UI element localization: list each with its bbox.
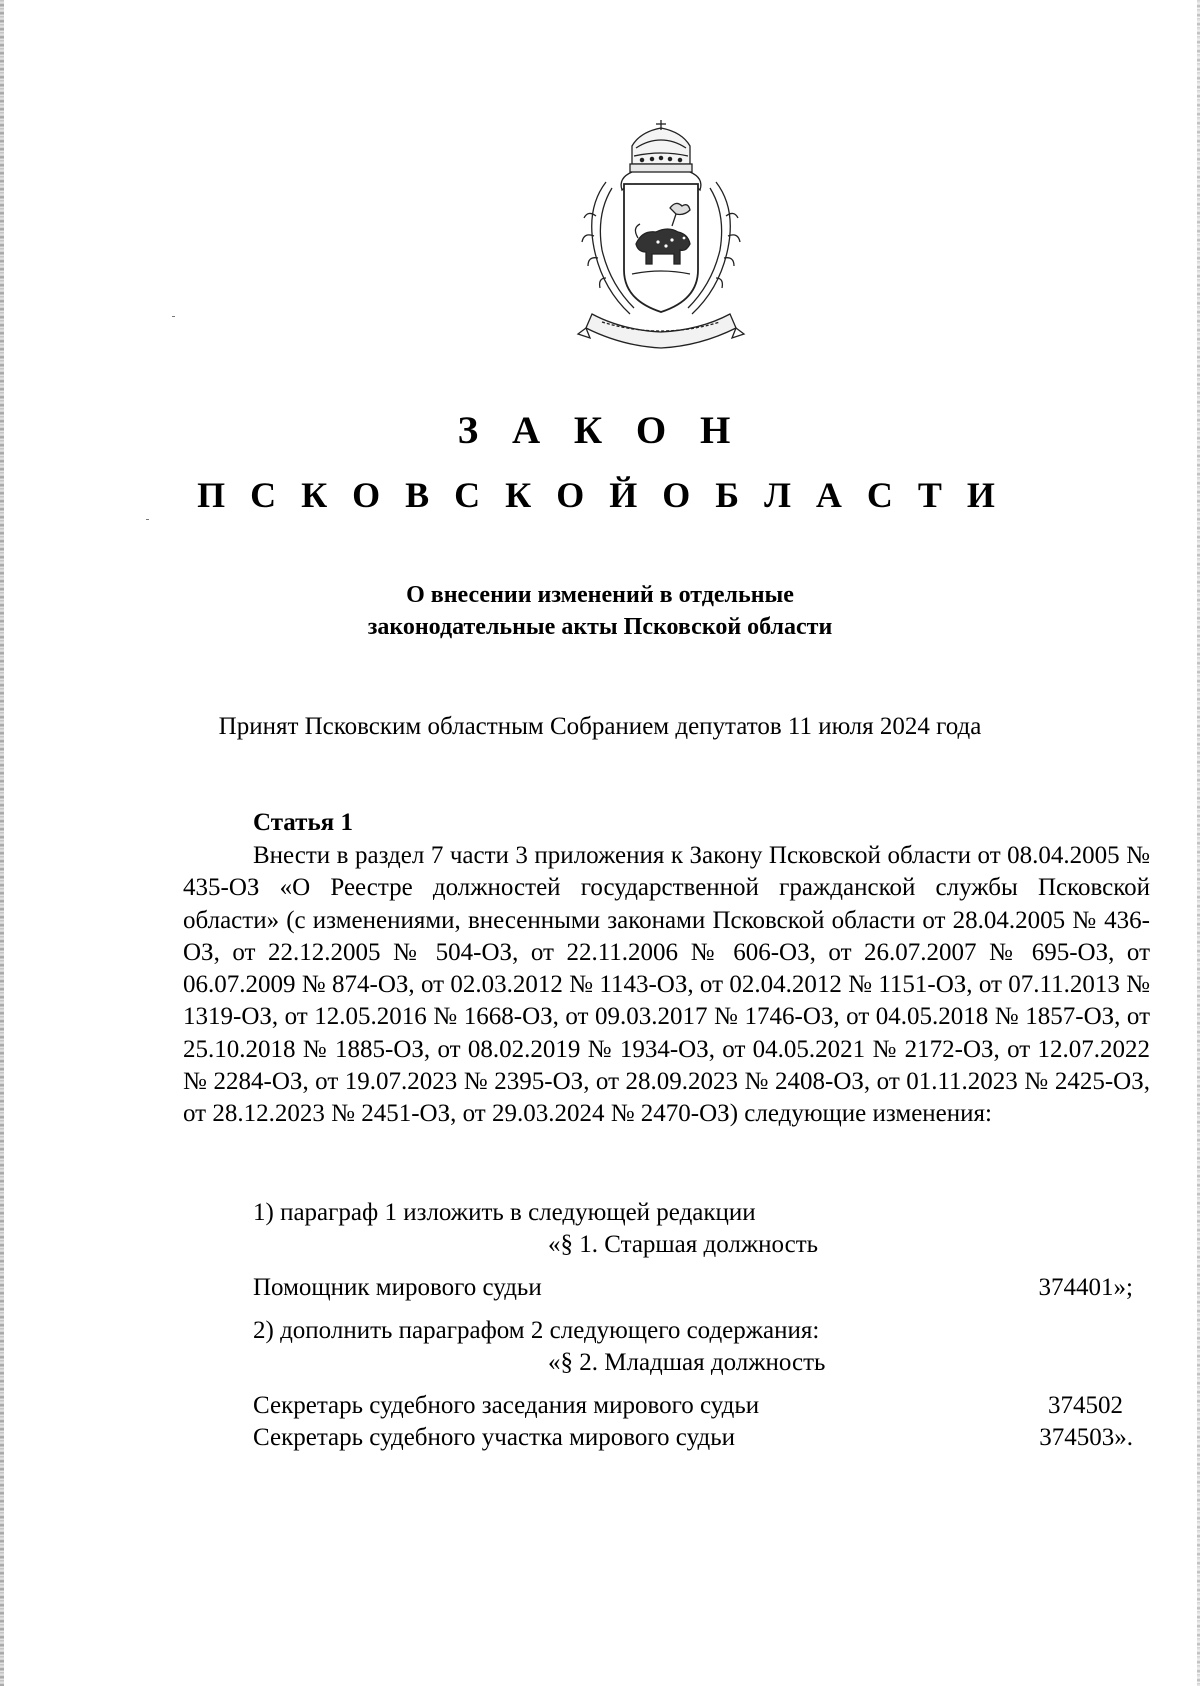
law-subject-line: О внесении изменений в отдельные <box>406 582 794 608</box>
position-name: Секретарь судебного участка мирового судьи <box>253 1424 735 1451</box>
scan-edge-left <box>0 0 4 1686</box>
amendment-item-2: 2) дополнить параграфом 2 следующего содержания: <box>253 1317 820 1344</box>
law-subject-line: законодательные акты Псковской области <box>367 614 833 640</box>
position-code: 374503». <box>1039 1424 1133 1451</box>
position-code: 374401»; <box>1038 1274 1133 1301</box>
section-1-title: «§ 1. Старшая должность <box>548 1231 819 1258</box>
article-body-paragraph: Внести в раздел 7 части 3 приложения к Закону Псковской области от 08.04.2005 № 435-ОЗ «О Реестре должностей государственной гражданской службы Псковской области» (с изменениями, внесенными законами Псковской области от 28.04.2005 № 436-ОЗ, от 22.12.2005 № 504-ОЗ, от 22.11.2006 № 606-ОЗ, от 26.07.2007 № 695-ОЗ, от 06.07.2009 № 874-ОЗ, от 02.03.2012 № 1143-ОЗ, от 02.04.2012 № 1151-ОЗ, от 07.11.2013 № 1319-ОЗ, от 12.05.2016 № 1668-ОЗ, от 09.03.2017 № 1746-ОЗ, от 04.05.2018 № 1857-ОЗ, от 25.10.2018 № 1885-ОЗ, от 08.02.2019 № 1934-ОЗ, от 04.05.2021 № 2172-ОЗ, от 12.07.2022 № 2284-ОЗ, от 19.07.2023 № 2395-ОЗ, от 28.09.2023 № 2408-ОЗ, от 01.11.2023 № 2425-ОЗ, от 28.12.2023 № 2451-ОЗ, от 29.03.2024 № 2470-ОЗ) следующие изменения: <box>183 842 1150 1128</box>
law-subject-heading <box>0 579 1200 643</box>
section-2-title: «§ 2. Младшая должность <box>548 1349 826 1376</box>
document-type-title: З А К О Н <box>457 409 743 452</box>
article-heading: Статья 1 <box>253 809 353 836</box>
pskov-coat-of-arms-icon <box>572 118 750 354</box>
position-name: Помощник мирового судьи <box>253 1274 542 1301</box>
scan-speck <box>172 316 175 317</box>
region-title: П С К О В С К О Й О Б Л А С Т И <box>197 475 1003 515</box>
scan-speck <box>146 519 149 520</box>
adoption-statement: Принят Псковским областным Собранием депутатов 11 июля 2024 года <box>218 713 982 740</box>
amendment-item-1: 1) параграф 1 изложить в следующей редакции <box>253 1199 756 1226</box>
position-code: 374502 <box>1048 1392 1123 1419</box>
position-name: Секретарь судебного заседания мирового судьи <box>253 1392 760 1419</box>
